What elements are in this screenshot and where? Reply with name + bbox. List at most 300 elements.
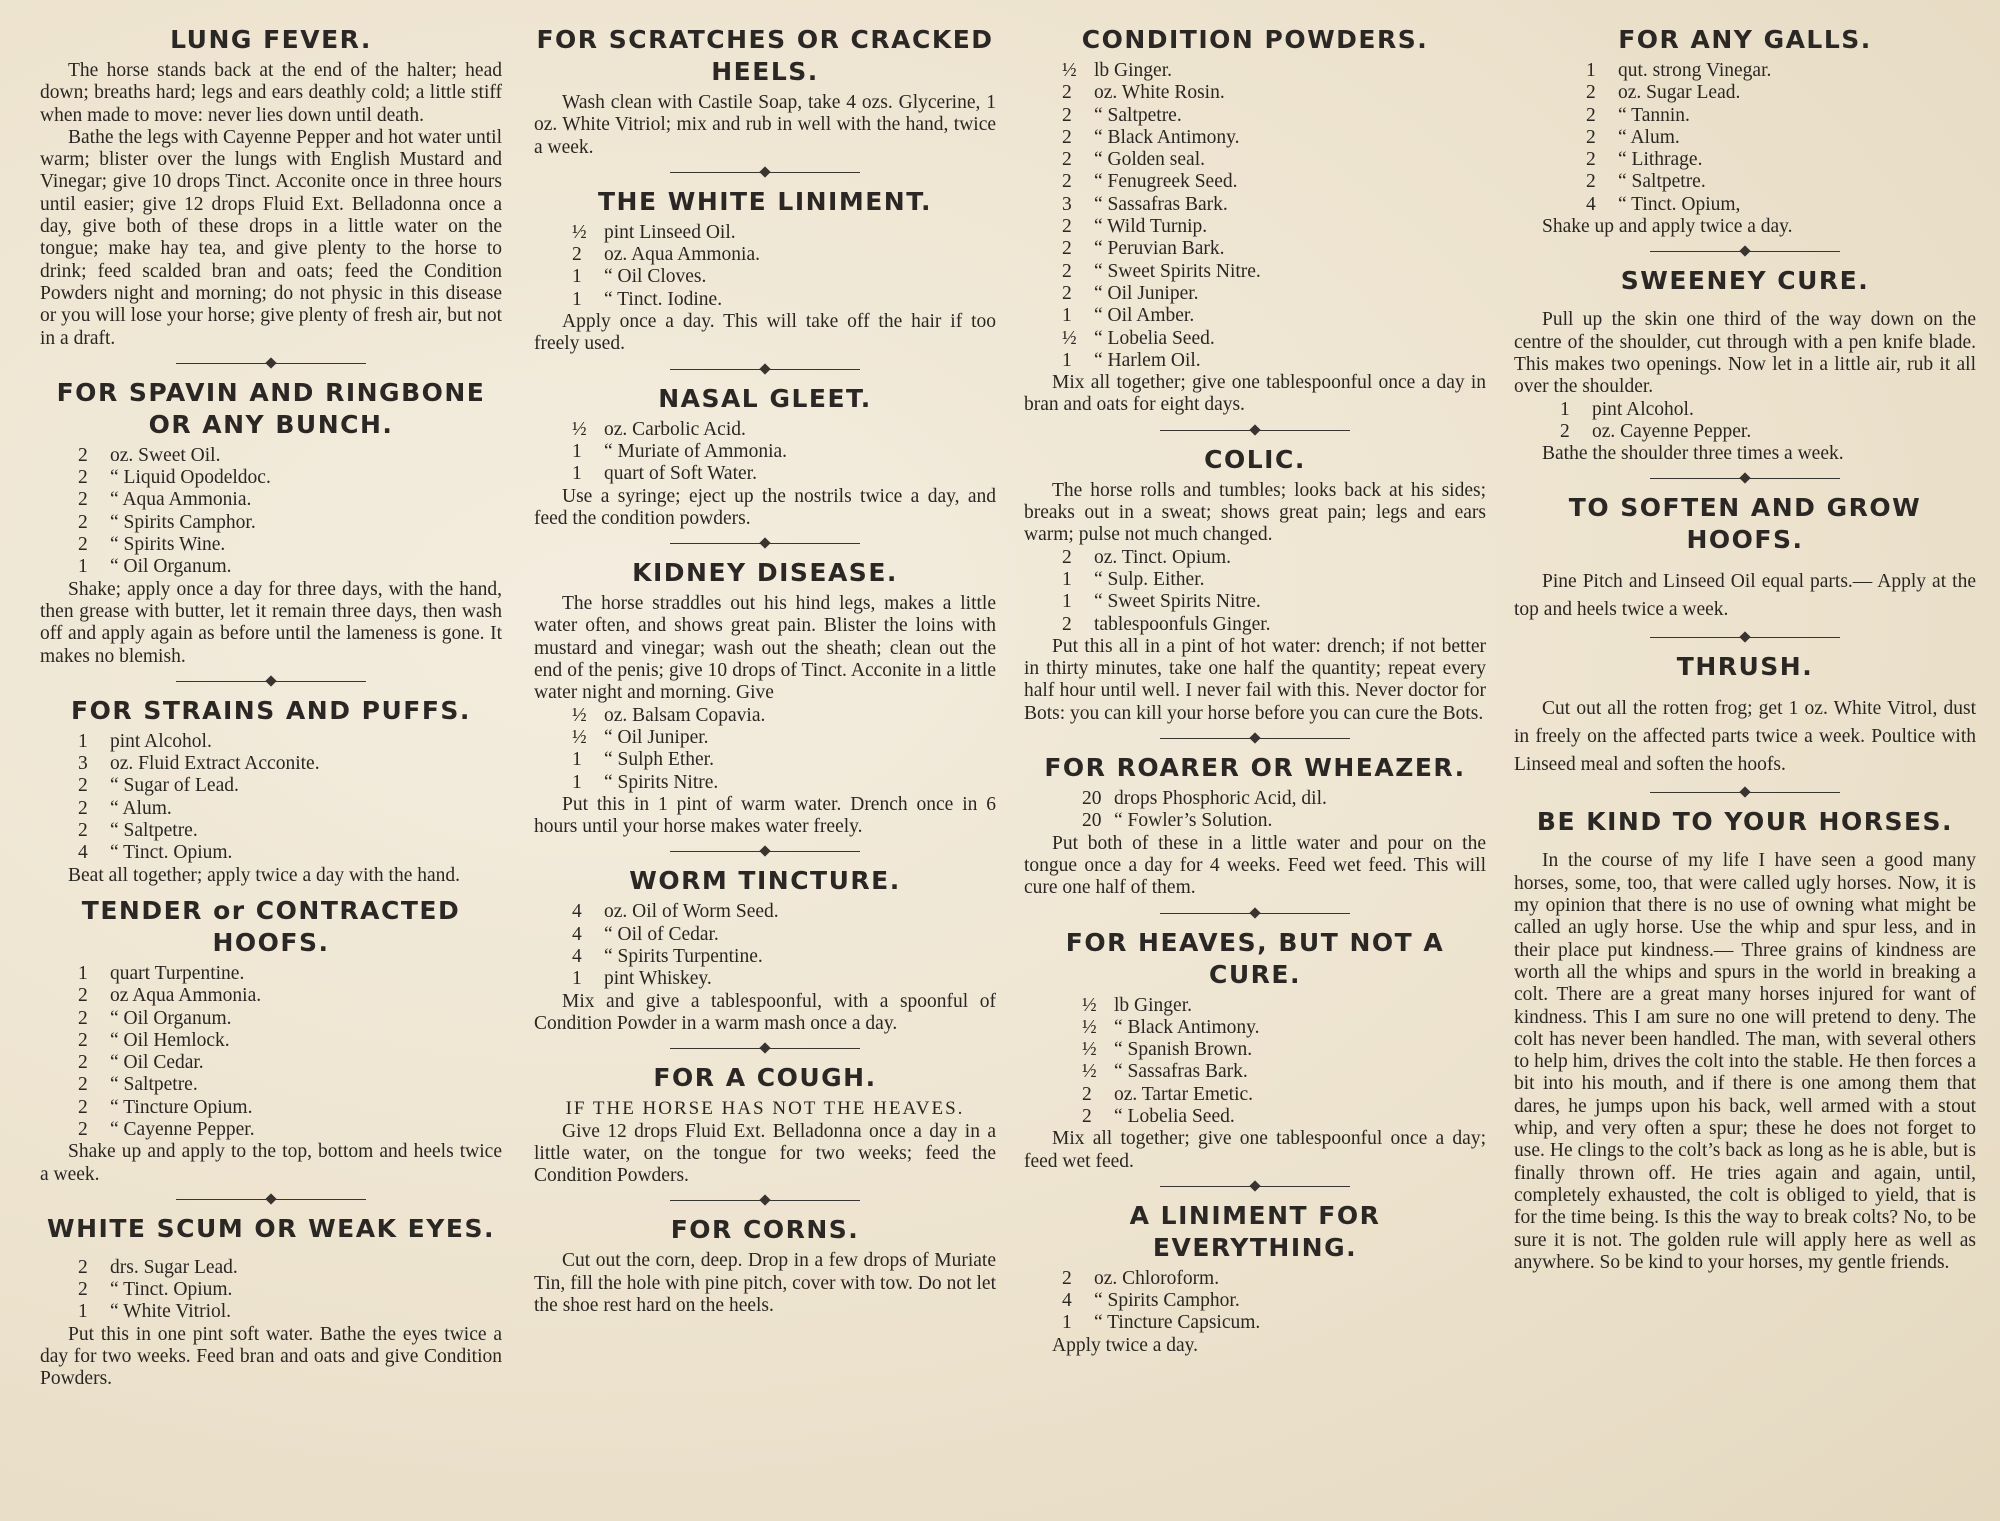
quantity: 1 (78, 556, 88, 578)
ingredient (1062, 105, 1486, 127)
quantity: ½ (1082, 1039, 1097, 1061)
ingredient (1586, 149, 1976, 171)
ingredient-list (534, 222, 996, 311)
quantity: 2 (1062, 260, 1072, 282)
ingredient-list (1514, 399, 1976, 444)
quantity: 4 (572, 923, 582, 945)
quantity: 20 (1082, 788, 1102, 810)
ingredient (1082, 1017, 1486, 1039)
section-title: FOR SCRATCHES OR CRACKED HEELS. (536, 25, 994, 86)
quantity: 2 (78, 1279, 88, 1301)
section-title: WHITE SCUM OR WEAK EYES. (47, 1213, 495, 1243)
ingredient-text: tablespoonfuls Ginger. (1094, 613, 1271, 635)
ingredient-text: oz. White Rosin. (1094, 82, 1225, 104)
quantity: 20 (1082, 810, 1102, 832)
ingredient-text: “ Oil Organum. (110, 1007, 232, 1029)
ingredient-text: quart of Soft Water. (604, 463, 757, 485)
ingredient-text: “ Saltpetre. (1618, 171, 1706, 193)
ingredient-text: oz. Cayenne Pepper. (1592, 420, 1752, 442)
section-kidney-disease (534, 557, 996, 838)
ingredient (572, 441, 996, 463)
ingredient-text: “ Liquid Opodeldoc. (110, 467, 271, 489)
ingredient-text: “ Aqua Ammonia. (110, 489, 252, 511)
section-title: TENDER or CONTRACTED HOOFS. (81, 895, 461, 957)
ingredient (1560, 399, 1976, 421)
ingredient-text: “ Wild Turnip. (1094, 216, 1208, 238)
quantity: 2 (78, 534, 88, 556)
ingredient-text: oz. Sugar Lead. (1618, 82, 1741, 104)
quantity: 2 (78, 467, 88, 489)
quantity: 1 (572, 771, 582, 793)
divider (670, 363, 860, 375)
ingredient-text: “ Lobelia Seed. (1094, 327, 1215, 349)
instructions: Mix and give a tablespoonful, with a spoonful of Condition Powder in a warm mash once a day. (534, 990, 996, 1034)
ingredient-text: “ Cayenne Pepper. (110, 1118, 255, 1140)
ingredient-text: “ Oil of Cedar. (604, 923, 719, 945)
ingredient-list (534, 419, 996, 486)
ingredient-text: lb Ginger. (1094, 60, 1172, 81)
section-title: FOR CORNS. (670, 1215, 860, 1245)
quantity: 2 (1062, 82, 1072, 104)
quantity: 2 (78, 1007, 88, 1029)
quantity: 3 (78, 753, 88, 775)
ingredient-text: “ Tinct. Opium, (1618, 193, 1741, 215)
ingredient-text: lb Ginger. (1114, 994, 1192, 1016)
instructions: Use a syringe; eject up the nostrils twice a day, and feed the condition powders. (534, 485, 996, 529)
quantity: 2 (78, 797, 88, 819)
quantity: ½ (572, 704, 587, 726)
section-title: FOR HEAVES, BUT NOT A CURE. (1065, 927, 1445, 989)
ingredient (78, 1301, 502, 1323)
quantity: 4 (1062, 1290, 1072, 1312)
quantity: 2 (78, 1052, 88, 1074)
ingredient (1062, 60, 1486, 82)
instructions: Mix all together; give one tablespoonful once a day; feed wet feed. (1024, 1128, 1486, 1172)
quantity: 1 (572, 440, 582, 462)
section-title: CONDITION POWDERS. (1081, 25, 1429, 54)
section-corns (534, 1214, 996, 1317)
quantity: ½ (1082, 1061, 1097, 1083)
quantity: 4 (1586, 193, 1596, 215)
ingredient-text: pint Linseed Oil. (604, 221, 736, 243)
ingredient (78, 731, 502, 753)
section-title: SWEENEY CURE. (1620, 266, 1870, 296)
ingredient (1062, 238, 1486, 260)
divider (1650, 786, 1840, 798)
ingredient (1062, 1312, 1486, 1334)
ingredient (572, 727, 996, 749)
quantity: 2 (78, 444, 88, 466)
ingredient-list (1024, 1268, 1486, 1335)
ingredient-text: “ Black Antimony. (1094, 126, 1240, 148)
ingredient-text: “ Golden seal. (1094, 149, 1206, 171)
ingredient (78, 1030, 502, 1052)
ingredient-text: “ Oil Juniper. (1094, 282, 1199, 304)
section-weak-eyes (40, 1213, 502, 1391)
ingredient (572, 463, 996, 485)
quantity: 1 (572, 288, 582, 310)
paragraph: The horse rolls and tumbles; looks back at his sides; breaks out in a sweat; shows great pain; legs and ears warm; pulse not much changed. (1024, 479, 1486, 546)
divider (1160, 1180, 1350, 1192)
ingredient (572, 222, 996, 244)
quantity: 2 (78, 1118, 88, 1140)
divider (1160, 907, 1350, 919)
section-title: TO SOFTEN AND GROW HOOFS. (1568, 493, 1922, 555)
ingredient-list (1024, 788, 1486, 833)
section-tender-hoofs (40, 895, 502, 1186)
section-thrush (1514, 651, 1976, 779)
ingredient-text: “ Peruvian Bark. (1094, 238, 1225, 260)
ingredient (78, 985, 502, 1007)
quantity: 2 (1062, 126, 1072, 148)
ingredient-text: drops Phosphoric Acid, dil. (1114, 788, 1327, 810)
section-galls (1514, 24, 1976, 238)
quantity: 1 (1586, 60, 1596, 81)
ingredient-text: pint Alcohol. (110, 730, 212, 752)
quantity: 2 (1062, 282, 1072, 304)
section-title: NASAL GLEET. (658, 383, 872, 413)
quantity: 1 (1062, 349, 1072, 371)
ingredient-text: “ Sweet Spirits Nitre. (1094, 260, 1261, 282)
instructions: Bathe the shoulder three times a week. (1542, 443, 1844, 465)
ingredient (1082, 810, 1486, 832)
section-title: KIDNEY DISEASE. (632, 558, 898, 588)
ingredient-text: oz. Fluid Extract Acconite. (110, 753, 320, 775)
ingredient (572, 266, 996, 288)
ingredient-text: “ Tinct. Opium. (110, 1279, 233, 1301)
ingredient (572, 946, 996, 968)
ingredient (1586, 105, 1976, 127)
quantity: 2 (1062, 171, 1072, 193)
divider (670, 1194, 860, 1206)
quantity: 2 (78, 1256, 88, 1278)
quantity: 4 (78, 842, 88, 864)
ingredient-text: “ Alum. (110, 797, 172, 819)
quantity: 2 (1082, 1105, 1092, 1127)
ingredient (78, 1257, 502, 1279)
ingredient-text: “ Tinct. Opium. (110, 842, 233, 864)
quantity: 1 (1062, 1312, 1072, 1334)
quantity: 2 (572, 244, 582, 266)
ingredient-text: “ Lobelia Seed. (1114, 1105, 1235, 1127)
ingredient (1082, 788, 1486, 810)
ingredient-list (1024, 60, 1486, 372)
quantity: 1 (1062, 568, 1072, 590)
ingredient (1062, 261, 1486, 283)
quantity: ½ (572, 418, 587, 440)
quantity: 1 (572, 968, 582, 990)
section-title: THRUSH. (1676, 652, 1814, 682)
ingredient-text: “ Lithrage. (1618, 149, 1703, 171)
quantity: 2 (78, 1074, 88, 1096)
ingredient (1062, 305, 1486, 327)
ingredient (1082, 1106, 1486, 1128)
ingredient (1082, 995, 1486, 1017)
ingredient-list (534, 705, 996, 794)
ingredient-text: “ Black Antimony. (1114, 1016, 1260, 1038)
ingredient-list (534, 901, 996, 990)
ingredient (78, 775, 502, 797)
ingredient (78, 489, 502, 511)
ingredient-text: “ Oil Organum. (110, 556, 232, 578)
ingredient-text: “ Sulph Ether. (604, 749, 714, 771)
paragraph: The horse stands back at the end of the halter; head down; breaths hard; legs and ears deathly cold; a little stiff when made to move: never lies down until death. (40, 60, 502, 126)
quantity: 2 (78, 489, 88, 511)
ingredient-text: “ Tinct. Iodine. (604, 288, 723, 310)
ingredient (78, 534, 502, 556)
section-title: FOR ROARER OR WHEAZER. (1044, 753, 1466, 783)
section-title: FOR A COUGH. (653, 1063, 877, 1093)
section-title: WORM TINCTURE. (629, 866, 901, 896)
paragraph: Give 12 drops Fluid Ext. Belladonna once a day in a little water, on the tongue for two weeks; feed the Condition Powders. (534, 1120, 996, 1187)
quantity: 2 (1586, 126, 1596, 148)
ingredient (572, 289, 996, 311)
paragraph: Cut out the corn, deep. Drop in a few drops of Muriate Tin, fill the hole with pine pitch, cover with tow. Do not let the shoe rest hard on the heels. (534, 1250, 996, 1316)
section-sweeney-cure (1514, 265, 1976, 465)
ingredient-text: oz. Tinct. Opium. (1094, 546, 1232, 568)
ingredient (1082, 1084, 1486, 1106)
quantity: 1 (572, 266, 582, 288)
ingredient-text: “ Fenugreek Seed. (1094, 171, 1238, 193)
quantity: 1 (572, 463, 582, 485)
ingredient (78, 1279, 502, 1301)
paragraph: The horse straddles out his hind legs, makes a little water often, and shows great pain. Blister the loins with mustard and vinegar; wash out the sheath; clean out the end of the penis; give 10 drops of Tinct. Acconite in a little water night and morning. Give (534, 593, 996, 704)
ingredient (78, 1097, 502, 1119)
section-title: BE KIND TO YOUR HORSES. (1536, 807, 1954, 837)
ingredient (78, 512, 502, 534)
ingredient-text: “ Oil Cedar. (110, 1052, 204, 1074)
paragraph: Wash clean with Castile Soap, take 4 ozs. Glycerine, 1 oz. White Vitriol; mix and rub in well with the hand, twice a week. (534, 92, 996, 158)
column-1 (40, 24, 502, 1391)
ingredient (78, 753, 502, 775)
ingredient-text: “ Muriate of Ammonia. (604, 440, 788, 462)
quantity: 2 (1062, 546, 1072, 568)
paragraph: Cut out all the rotten frog; get 1 oz. White Vitrol, dust in freely on the affected parts twice a week. Poultice with Linseed meal and soften the hoofs. (1514, 698, 1976, 776)
ingredient-text: “ Spirits Camphor. (1094, 1290, 1240, 1312)
ingredient-text: “ Sulp. Either. (1094, 568, 1205, 590)
column-3 (1024, 24, 1486, 1357)
ingredient-text: “ Spirits Camphor. (110, 511, 256, 533)
quantity: 2 (78, 985, 88, 1007)
ingredient-text: oz. Balsam Copavia. (604, 704, 766, 726)
ingredient (572, 924, 996, 946)
paragraph: Pull up the skin one third of the way down on the centre of the shoulder, cut through with a pen knife blade. This makes two openings. Now let in a little air, rub it all over the shoulder. (1514, 309, 1976, 398)
ingredient (1062, 127, 1486, 149)
ingredient-text: oz. Oil of Worm Seed. (604, 901, 779, 923)
quantity: 2 (1062, 238, 1072, 260)
quantity: 2 (1082, 1083, 1092, 1105)
ingredient-text: oz. Chloroform. (1094, 1267, 1220, 1289)
section-liniment-everything (1024, 1200, 1486, 1357)
quantity: 2 (1560, 420, 1570, 442)
section-title: A LINIMENT FOR EVERYTHING. (1129, 1200, 1381, 1262)
ingredient (1062, 82, 1486, 104)
divider (176, 675, 366, 687)
ingredient (572, 901, 996, 923)
column-4 (1514, 24, 1976, 1274)
ingredient (1586, 127, 1976, 149)
ingredient (1062, 1268, 1486, 1290)
quantity: 1 (78, 730, 88, 752)
ingredient (572, 419, 996, 441)
ingredient-text: “ Tincture Capsicum. (1094, 1312, 1261, 1334)
quantity: 2 (1062, 149, 1072, 171)
section-title: FOR SPAVIN AND RINGBONE OR ANY BUNCH. (56, 377, 486, 439)
ingredient-text: “ Oil Amber. (1094, 305, 1195, 327)
ingredient-text: “ Sassafras Bark. (1094, 193, 1228, 215)
section-title: FOR ANY GALLS. (1618, 25, 1872, 54)
ingredient-text: “ Saltpetre. (110, 820, 198, 842)
section-title: THE WHITE LINIMENT. (598, 186, 932, 216)
quantity: 2 (78, 820, 88, 842)
divider (670, 166, 860, 178)
divider (1650, 631, 1840, 643)
paragraph: Pine Pitch and Linseed Oil equal parts.— Apply at the top and heels twice a week. (1514, 571, 1976, 621)
quantity: 2 (1586, 82, 1596, 104)
divider (1160, 424, 1350, 436)
ingredient (78, 963, 502, 985)
ingredient-text: oz. Aqua Ammonia. (604, 244, 760, 266)
ingredient-text: oz. Tartar Emetic. (1114, 1083, 1254, 1105)
ingredient (1062, 216, 1486, 238)
instructions: Shake; apply once a day for three days, with the hand, then grease with butter, let it remain three days, then wash off and apply again as before until the lameness is gone. It makes no blemish. (40, 578, 502, 667)
ingredient-text: oz. Carbolic Acid. (604, 418, 746, 440)
ingredient-text: “ Spirits Wine. (110, 534, 226, 556)
ingredient-text: “ Spirits Nitre. (604, 771, 719, 793)
ingredient (78, 1074, 502, 1096)
ingredient (1062, 1290, 1486, 1312)
section-soften-hoofs (1514, 492, 1976, 624)
ingredient (78, 1008, 502, 1030)
quantity: 4 (572, 901, 582, 923)
ingredient-list (1514, 60, 1976, 216)
section-be-kind (1514, 806, 1976, 1274)
ingredient-text: “ Sweet Spirits Nitre. (1094, 591, 1261, 613)
section-nasal-gleet (534, 383, 996, 530)
ingredient-text: “ Saltpetre. (1094, 104, 1182, 126)
ingredient (572, 968, 996, 990)
ingredient (1062, 171, 1486, 193)
ingredient (1062, 547, 1486, 569)
ingredient (572, 244, 996, 266)
quantity: 1 (78, 962, 88, 984)
ingredient-list (40, 731, 502, 865)
ingredient (1062, 149, 1486, 171)
ingredient (572, 772, 996, 794)
ingredient-text: qut. strong Vinegar. (1618, 60, 1772, 81)
ingredient-text: “ Harlem Oil. (1094, 349, 1201, 371)
ingredient (1586, 60, 1976, 82)
ingredient (1586, 171, 1976, 193)
ingredient (1560, 421, 1976, 443)
section-cough (534, 1062, 996, 1187)
section-worm-tincture (534, 865, 996, 1035)
divider (670, 1042, 860, 1054)
quantity: 2 (1062, 613, 1072, 635)
ingredient-text: pint Whiskey. (604, 968, 712, 990)
divider (176, 357, 366, 369)
ingredient (1586, 194, 1976, 216)
quantity: ½ (572, 726, 587, 748)
ingredient-text: “ Sassafras Bark. (1114, 1061, 1248, 1083)
section-scratches-heels (534, 24, 996, 159)
quantity: 2 (78, 775, 88, 797)
quantity: 4 (572, 946, 582, 968)
instructions: Beat all together; apply twice a day with the hand. (68, 864, 461, 886)
section-heaves (1024, 927, 1486, 1173)
quantity: 2 (1062, 104, 1072, 126)
divider (1650, 472, 1840, 484)
column-2 (534, 24, 996, 1317)
quantity: 2 (78, 511, 88, 533)
ingredient-text: “ Tincture Opium. (110, 1096, 253, 1118)
divider (176, 1193, 366, 1205)
quantity: ½ (1082, 1016, 1097, 1038)
instructions: Mix all together; give one tablespoonful once a day in bran and oats for eight days. (1024, 372, 1486, 416)
ingredient-text: “ Oil Cloves. (604, 266, 707, 288)
section-roarer-wheazer (1024, 752, 1486, 899)
divider (1650, 245, 1840, 257)
quantity: ½ (572, 221, 587, 243)
ingredient-text: oz. Sweet Oil. (110, 444, 221, 466)
quantity: ½ (1062, 60, 1077, 81)
instructions: Shake up and apply twice a day. (1542, 216, 1793, 238)
ingredient (78, 798, 502, 820)
ingredient (572, 705, 996, 727)
ingredient (1062, 283, 1486, 305)
ingredient (1082, 1061, 1486, 1083)
ingredient (78, 820, 502, 842)
ingredient (78, 842, 502, 864)
ingredient-text: “ Oil Juniper. (604, 726, 709, 748)
ingredient (78, 445, 502, 467)
section-spavin-ringbone (40, 377, 502, 668)
ingredient (1062, 569, 1486, 591)
ingredient-text: “ Spirits Turpentine. (604, 946, 763, 968)
quantity: 3 (1062, 193, 1072, 215)
ingredient-text: “ Fowler’s Solution. (1114, 810, 1273, 832)
ingredient-list (40, 1257, 502, 1324)
quantity: 2 (78, 1029, 88, 1051)
section-white-liniment (534, 186, 996, 356)
ingredient (1586, 82, 1976, 104)
ingredient (78, 556, 502, 578)
instructions: Shake up and apply to the top, bottom and heels twice a week. (40, 1141, 502, 1185)
divider (670, 845, 860, 857)
ingredient-text: drs. Sugar Lead. (110, 1256, 238, 1278)
quantity: 2 (78, 1096, 88, 1118)
ingredient-list (1024, 995, 1486, 1129)
ingredient (78, 1052, 502, 1074)
ingredient (572, 749, 996, 771)
section-title: COLIC. (1204, 444, 1306, 474)
ingredient-text: “ Saltpetre. (110, 1074, 198, 1096)
ingredient-text: “ Spanish Brown. (1114, 1039, 1253, 1061)
section-title: LUNG FEVER. (170, 25, 372, 54)
instructions: Put both of these in a little water and pour on the tongue once a day for 4 weeks. Feed wet feed. This will cure one half of them. (1024, 832, 1486, 899)
ingredient-text: “ Tannin. (1618, 104, 1690, 126)
divider (670, 537, 860, 549)
ingredient-text: oz Aqua Ammonia. (110, 985, 262, 1007)
ingredient (1062, 591, 1486, 613)
ingredient-text: “ Sugar of Lead. (110, 775, 239, 797)
instructions: Put this all in a pint of hot water: drench; if not better in thirty minutes, take one half the quantity; repeat every half hour until well. I never fail with this. Never doctor for Bots: you can kill your horse before you can cure the Bots. (1024, 635, 1486, 724)
ingredient (78, 467, 502, 489)
quantity: 2 (1586, 149, 1596, 171)
ingredient (1062, 328, 1486, 350)
instructions: Apply twice a day. (1052, 1334, 1199, 1356)
ingredient-text: “ Oil Hemlock. (110, 1029, 230, 1051)
